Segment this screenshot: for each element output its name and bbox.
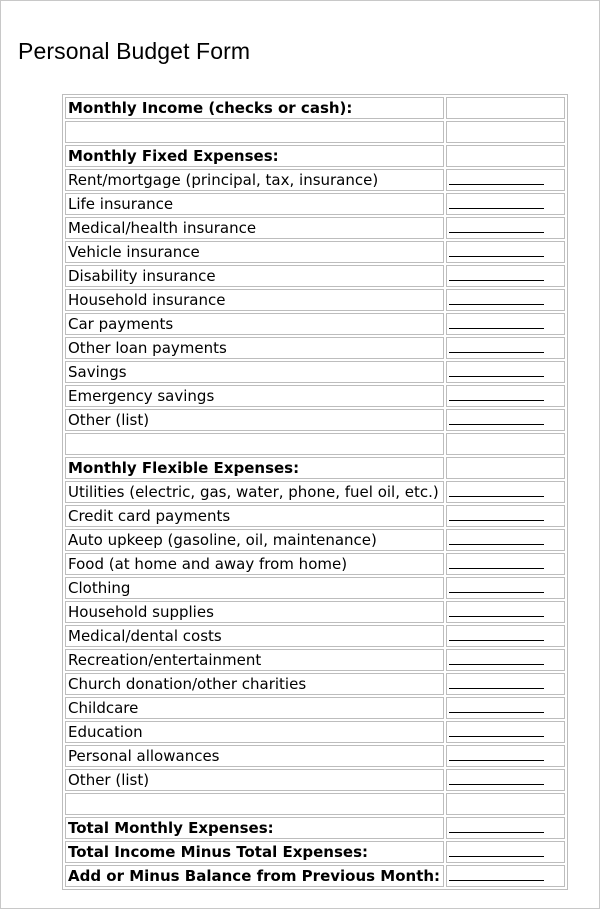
budget-row — [65, 817, 565, 839]
row-label: Monthly Fixed Expenses: — [65, 145, 444, 167]
amount-blank-line[interactable] — [449, 855, 544, 857]
row-label: Personal allowances — [65, 745, 444, 767]
amount-cell[interactable] — [446, 289, 565, 311]
row-label: Total Monthly Expenses: — [65, 817, 444, 839]
amount-blank-line[interactable] — [449, 303, 544, 305]
amount-blank-line[interactable] — [449, 735, 544, 737]
amount-cell — [446, 457, 565, 479]
row-label: Church donation/other charities — [65, 673, 444, 695]
budget-row — [65, 601, 565, 623]
budget-row — [65, 673, 565, 695]
blank-label-cell — [65, 433, 444, 455]
blank-label-cell — [65, 793, 444, 815]
amount-cell[interactable] — [446, 529, 565, 551]
row-label: Recreation/entertainment — [65, 649, 444, 671]
row-label: Clothing — [65, 577, 444, 599]
budget-row — [65, 505, 565, 527]
row-label: Other loan payments — [65, 337, 444, 359]
budget-row — [65, 265, 565, 287]
budget-row — [65, 217, 565, 239]
amount-cell[interactable] — [446, 193, 565, 215]
budget-row — [65, 649, 565, 671]
row-label: Other (list) — [65, 769, 444, 791]
amount-cell — [446, 145, 565, 167]
amount-blank-line[interactable] — [449, 759, 544, 761]
budget-row — [65, 865, 565, 887]
amount-blank-line[interactable] — [449, 711, 544, 713]
budget-row — [65, 745, 565, 767]
amount-cell[interactable] — [446, 265, 565, 287]
row-label: Rent/mortgage (principal, tax, insurance) — [65, 169, 444, 191]
amount-cell[interactable] — [446, 625, 565, 647]
budget-row — [65, 457, 565, 479]
amount-cell[interactable] — [446, 649, 565, 671]
budget-row — [65, 145, 565, 167]
row-label: Other (list) — [65, 409, 444, 431]
row-label: Total Income Minus Total Expenses: — [65, 841, 444, 863]
amount-blank-line[interactable] — [449, 519, 544, 521]
amount-blank-line[interactable] — [449, 351, 544, 353]
amount-cell[interactable] — [446, 481, 565, 503]
budget-row — [65, 361, 565, 383]
amount-cell — [446, 433, 565, 455]
amount-blank-line[interactable] — [449, 327, 544, 329]
budget-row — [65, 553, 565, 575]
budget-row — [65, 409, 565, 431]
budget-row — [65, 769, 565, 791]
budget-row — [65, 481, 565, 503]
row-label: Childcare — [65, 697, 444, 719]
budget-row — [65, 337, 565, 359]
amount-blank-line[interactable] — [449, 399, 544, 401]
amount-cell[interactable] — [446, 673, 565, 695]
amount-cell[interactable] — [446, 817, 565, 839]
amount-blank-line[interactable] — [449, 663, 544, 665]
amount-cell — [446, 793, 565, 815]
amount-blank-line[interactable] — [449, 639, 544, 641]
blank-label-cell — [65, 121, 444, 143]
amount-cell[interactable] — [446, 577, 565, 599]
budget-row — [65, 433, 565, 455]
amount-blank-line[interactable] — [449, 543, 544, 545]
budget-row — [65, 841, 565, 863]
row-label: Credit card payments — [65, 505, 444, 527]
row-label: Education — [65, 721, 444, 743]
amount-blank-line[interactable] — [449, 687, 544, 689]
amount-blank-line[interactable] — [449, 279, 544, 281]
budget-row — [65, 313, 565, 335]
amount-blank-line[interactable] — [449, 231, 544, 233]
amount-blank-line[interactable] — [449, 183, 544, 185]
amount-blank-line[interactable] — [449, 879, 544, 881]
row-label: Auto upkeep (gasoline, oil, maintenance) — [65, 529, 444, 551]
budget-row — [65, 697, 565, 719]
budget-table — [62, 94, 568, 890]
amount-cell[interactable] — [446, 553, 565, 575]
budget-row — [65, 625, 565, 647]
amount-blank-line[interactable] — [449, 567, 544, 569]
budget-row — [65, 241, 565, 263]
amount-cell[interactable] — [446, 169, 565, 191]
amount-blank-line[interactable] — [449, 783, 544, 785]
amount-cell — [446, 121, 565, 143]
document-title: Personal Budget Form — [18, 38, 251, 64]
budget-row — [65, 721, 565, 743]
amount-blank-line[interactable] — [449, 207, 544, 209]
row-label: Disability insurance — [65, 265, 444, 287]
budget-row — [65, 97, 565, 119]
row-label: Life insurance — [65, 193, 444, 215]
amount-cell[interactable] — [446, 745, 565, 767]
budget-row — [65, 289, 565, 311]
amount-blank-line[interactable] — [449, 423, 544, 425]
row-label: Medical/health insurance — [65, 217, 444, 239]
amount-cell[interactable] — [446, 601, 565, 623]
budget-table-body — [65, 97, 565, 887]
budget-row — [65, 121, 565, 143]
budget-row — [65, 577, 565, 599]
amount-cell[interactable] — [446, 409, 565, 431]
row-label: Add or Minus Balance from Previous Month: — [65, 865, 444, 887]
row-label: Monthly Flexible Expenses: — [65, 457, 444, 479]
row-label: Medical/dental costs — [65, 625, 444, 647]
amount-blank-line[interactable] — [449, 831, 544, 833]
row-label: Savings — [65, 361, 444, 383]
amount-cell[interactable] — [446, 217, 565, 239]
amount-cell[interactable] — [446, 505, 565, 527]
amount-cell[interactable] — [446, 697, 565, 719]
amount-cell[interactable] — [446, 313, 565, 335]
amount-cell[interactable] — [446, 337, 565, 359]
amount-cell[interactable] — [446, 241, 565, 263]
amount-blank-line[interactable] — [449, 375, 544, 377]
amount-cell[interactable] — [446, 841, 565, 863]
budget-row — [65, 529, 565, 551]
amount-cell[interactable] — [446, 361, 565, 383]
row-label: Food (at home and away from home) — [65, 553, 444, 575]
row-label: Household insurance — [65, 289, 444, 311]
budget-row — [65, 193, 565, 215]
row-label: Household supplies — [65, 601, 444, 623]
amount-cell[interactable] — [446, 721, 565, 743]
row-label: Emergency savings — [65, 385, 444, 407]
amount-blank-line[interactable] — [449, 591, 544, 593]
amount-cell — [446, 97, 565, 119]
amount-cell[interactable] — [446, 769, 565, 791]
budget-row — [65, 793, 565, 815]
amount-blank-line[interactable] — [449, 615, 544, 617]
budget-row — [65, 169, 565, 191]
row-label: Monthly Income (checks or cash): — [65, 97, 444, 119]
row-label: Car payments — [65, 313, 444, 335]
amount-cell[interactable] — [446, 385, 565, 407]
amount-blank-line[interactable] — [449, 495, 544, 497]
budget-row — [65, 385, 565, 407]
row-label: Utilities (electric, gas, water, phone, fuel oil, etc.) — [65, 481, 444, 503]
amount-cell[interactable] — [446, 865, 565, 887]
row-label: Vehicle insurance — [65, 241, 444, 263]
amount-blank-line[interactable] — [449, 255, 544, 257]
